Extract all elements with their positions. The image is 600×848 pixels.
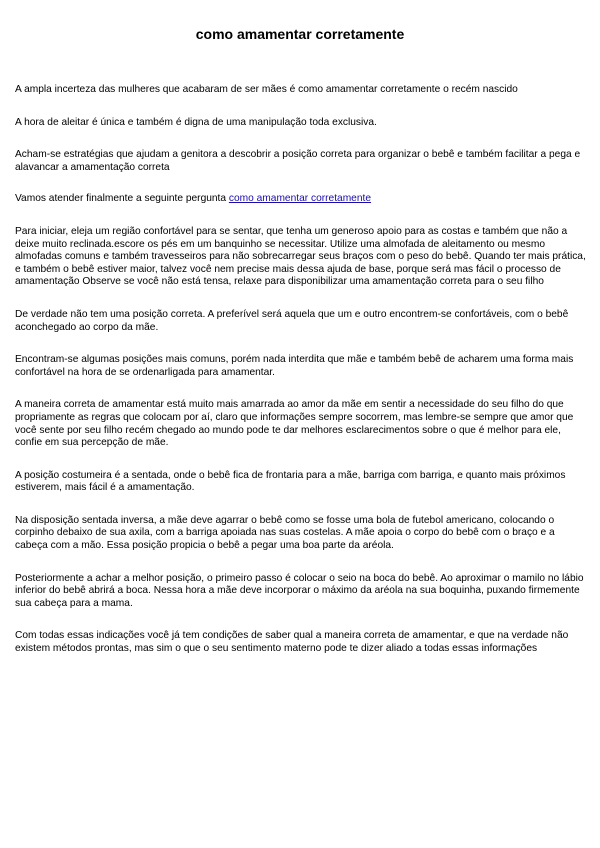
article-link[interactable]: como amamentar corretamente [228,193,372,205]
paragraph-posicao-sentada: A posição costumeira é a sentada, onde o bebê fica de frontaria para a mãe, barriga com barriga, e quanto mais próximos estiverem, mais fácil é a amamentação. [15,469,566,494]
paragraph-pergunta-text: Vamos atender finalmente a seguinte pergunta [15,193,229,205]
paragraph-sentada-inversa: Na disposição sentada inversa, a mãe deve agarrar o bebê como se fosse uma bola de futebol americano, colocando o corpinho debaixo de sua axila, com a barriga apoiada nas suas costelas. A mãe apoia o corpo do bebê com o braço e a cabeça com a mão. Essa posição propicia o bebê a pegar uma boa parte da aréola. [15,514,555,552]
paragraph-primeiro-passo: Posteriormente a achar a melhor posição, o primeiro passo é colocar o seio na boca do bebê. Ao aproximar o mamilo no lábio inferior do bebê abrirá a boca. Nessa hora a mãe deve incorporar o máximo da aréola na sua boquinha, puxando firmemente sua cabeça para a mama. [15,572,584,609]
paragraph-posicoes-comuns: Encontram-se algumas posições mais comuns, porém nada interdita que mãe e também bebê de acharem uma forma mais confortável na hora de se ordenarligada para amamentar. [15,354,574,378]
page-title: como amamentar corretamente [195,26,405,42]
paragraph-estrategias: Acham-se estratégias que ajudam a genitora a descobrir a posição correta para organizar o bebê e também facilitar a pega e alavancar a amamentação correta [15,149,581,173]
paragraph-hora-de-aleitar: A hora de aleitar é única e também é digna de uma manipulação toda exclusiva. [15,116,377,128]
paragraph-pergunta [15,193,587,206]
paragraph-maneira-correta: A maneira correta de amamentar está muito mais amarrada ao amor da mãe em sentir a necessidade do seu filho do que propriamente as regras que colocam por aí, claro que informações sempre socorrem, mas lembre-se sempre que amor que você sente por seu filho recém chegado ao mundo pode te dar melhores esclarecimentos sobre o que é melhor para ele, confie em sua percepção de mãe. [15,399,574,449]
paragraph-posicao-correta: De verdade não tem uma posição correta. A preferível será aquela que um e outro encontrem-se confortáveis, com o bebê aconchegado ao corpo da mãe. [15,308,569,333]
paragraph-intro: A ampla incerteza das mulheres que acabaram de ser mães é como amamentar corretamente o recém nascido [15,84,518,95]
paragraph-para-iniciar: Para iniciar, eleja um região confortável para se sentar, que tenha um generoso apoio para as costas e também que não a deixe muito reclinada.escore os pés em um banquinho se necessitar. Utilize uma almofada de aleitamento ou mesmo almofadas comuns e também travesseiros para não sobrecarregar seus braços com o peso do bebê. Quando ter mais prática, e também o bebê estiver maior, talvez você nem precise mais dessa ajuda de base, porque será mas fácil o processo de amamentação Observe se você não está tensa, relaxe para disponibilizar uma amamentação correta para o seu filho [15,225,586,288]
document-body [15,84,587,656]
paragraph-conclusao: Com todas essas indicações você já tem condições de saber qual a maneira correta de amamentar, e que na verdade não existem métodos prontas, mas sim o que o seu sentimento materno pode te dizer aliado a todas essas informações [15,630,569,655]
